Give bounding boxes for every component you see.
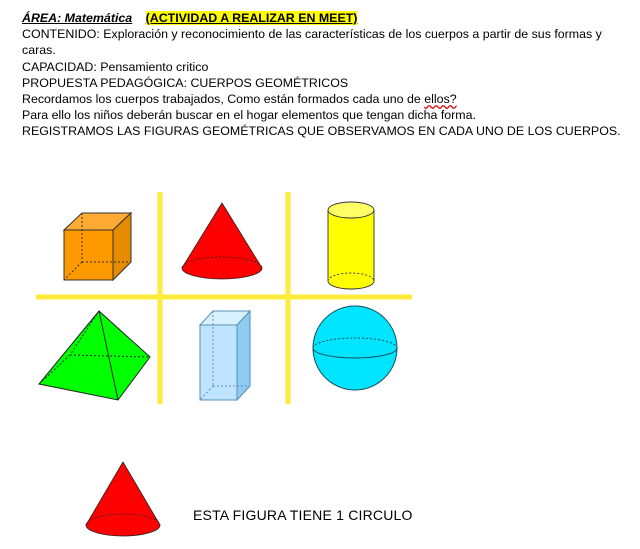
sphere-shape [313,306,397,390]
registramos-line: REGISTRAMOS LAS FIGURAS GEOMÉTRICAS QUE OBSERVAMOS EN CADA UNO DE LOS CUERPOS. [22,124,621,139]
para-ello-line: Para ello los niños deberán buscar en el hogar elementos que tengan dicha forma. [22,108,476,123]
recordamos-underlined: ellos? [424,92,457,107]
activity-label: (ACTIVIDAD A REALIZAR EN MEET) [145,11,358,25]
recordamos-text: Recordamos los cuerpos trabajados, Como están formados cada uno de [22,92,425,107]
cone-shape [182,203,262,279]
cone-example-shape [86,462,160,536]
propuesta-line: PROPUESTA PEDAGÓGICA: CUERPOS GEOMÉTRICOS [22,75,349,90]
cylinder-shape [328,202,374,289]
pyramid-shape [39,311,150,400]
area-label: ÁREA: Matemática [22,11,133,25]
cube-shape [64,213,131,280]
cone-caption: ESTA FIGURA TIENE 1 CIRCULO [193,507,413,523]
contenido-line: CONTENIDO: Exploración y reconocimiento de las características de los cuerpos a partir de sus formas y caras. [22,27,602,58]
prism-shape [200,311,250,400]
capacidad-line: CAPACIDAD: Pensamiento critico [22,59,209,74]
